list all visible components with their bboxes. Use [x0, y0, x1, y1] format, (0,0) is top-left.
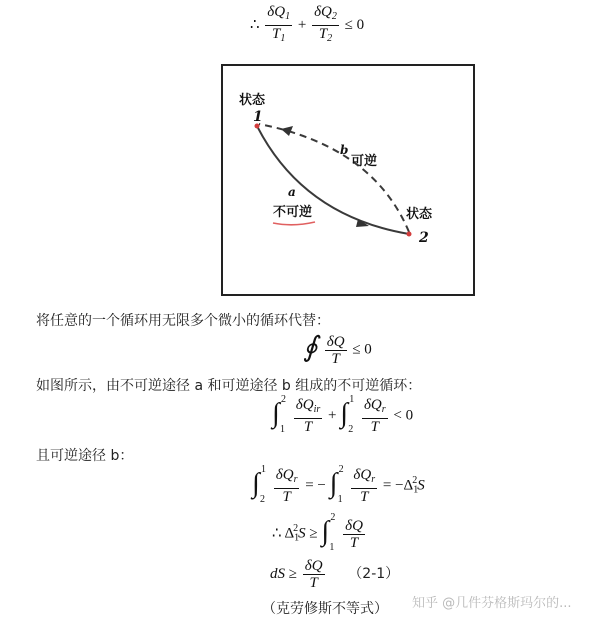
paragraph-1: 将任意的一个循环用无限多个微小的循环代替： — [36, 313, 330, 329]
cycle-diagram-svg — [223, 66, 473, 294]
watermark: 知乎 @几件芬格斯玛尔的... — [412, 596, 572, 611]
equation-tag: （2-1） — [348, 565, 400, 582]
integral-sign: ∫ 1 2 — [252, 464, 266, 505]
equation-delta-s: ∴ $\Delta_1^2S$ ≥ ∫ 2 1 $\frac{\delta Q}{T}$ — [272, 512, 363, 553]
path-a-label-underline — [273, 222, 315, 225]
fraction-q2-t2: $\frac{\delta Q_2}{T_2}$ — [312, 4, 339, 47]
integral-sign: ∫ 1 2 — [340, 394, 355, 435]
fraction-q1-t1: $\frac{\delta Q_1}{T_1}$ — [265, 4, 292, 47]
paragraph-2: 如图所示，由不可逆途径 a 和可逆途径 b 组成的不可逆循环： — [36, 378, 422, 394]
state-1-number: 1 — [253, 109, 263, 125]
equation-irreversible-cycle: ∫ 2 1 $\frac{\delta Q_{ir}}{T}$ + ∫ 1 2 $\frac{\delta Q_r}{T}$ < 0 — [272, 394, 414, 435]
path-b-letter: b — [340, 143, 349, 157]
path-a-label: 不可逆 — [273, 205, 313, 220]
path-a-letter: a — [288, 185, 296, 199]
state-1-label: 状态 — [239, 93, 266, 108]
therefore-symbol: ∴ — [250, 16, 260, 33]
state-2-label: 状态 — [406, 207, 433, 222]
cyclic-integral-sign: ∮ — [303, 332, 318, 363]
relation: ≤ 0 — [344, 16, 365, 33]
cycle-diagram — [221, 64, 475, 296]
integral-sign: ∫ 2 1 — [329, 464, 344, 505]
plus-sign: + — [297, 16, 307, 33]
paragraph-3: 且可逆途径 b： — [36, 448, 134, 464]
equation-cyclic-integral: ∮ $\frac{\delta Q}{T}$ ≤ 0 — [303, 330, 372, 370]
state-2-point — [407, 232, 412, 237]
relation: ≤ 0 — [352, 341, 372, 358]
state-2-number: 2 — [419, 230, 429, 246]
integral-sign: ∫ 2 1 — [321, 512, 336, 553]
path-b-label: 可逆 — [351, 154, 378, 169]
equation-top — [250, 4, 364, 47]
equation-reversible-path: ∫ 1 2 $\frac{\delta Q_r}{T}$ = − ∫ 2 1 $\frac{\delta Q_r}{T}$ = $-\Delta_1^2S$ — [252, 464, 425, 505]
caption: （克劳修斯不等式） — [262, 601, 388, 617]
equation-ds: dS ≥ $\frac{\delta Q}{T}$ （2-1） — [270, 558, 400, 591]
integral-sign: ∫ 2 1 — [272, 394, 286, 435]
